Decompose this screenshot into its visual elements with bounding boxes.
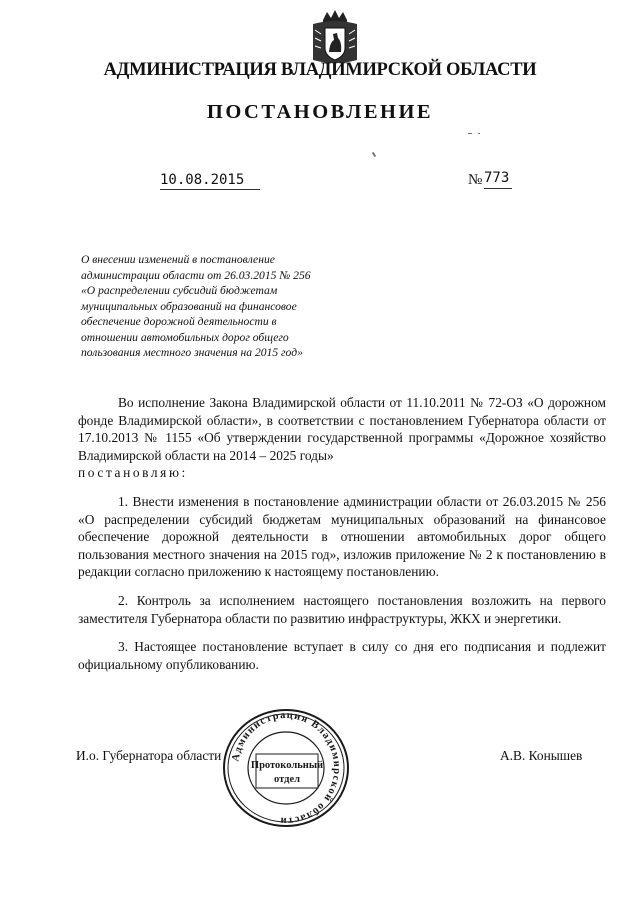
official-stamp	[212, 706, 360, 830]
subject-line: обеспечение дорожной деятельности в	[81, 315, 277, 328]
subject-line: О внесении изменений в постановление	[81, 253, 275, 266]
number-sign: №	[468, 172, 483, 188]
subject-line: отношении автомобильных дорог общего	[81, 330, 289, 344]
preamble-paragraph: Во исполнение Закона Владимирской области от 11.10.2011 № 72-ОЗ «О дорожном фонде Владимирской области», в соответствии с постановлением Губернатора области от 17.10.2013 № 1155 «Об утверждении государственной программы «Дорожное хозяйство Владимирской области на 2014 – 2025 годы»	[78, 395, 606, 463]
scan-mark	[478, 133, 480, 134]
stamp-center-line-2: отдел	[274, 774, 300, 785]
coat-of-arms-emblem	[309, 8, 361, 66]
subject-line: «О распределении субсидий бюджетам	[81, 284, 278, 297]
resolution-item-2: 2. Контроль за исполнением настоящего постановления возложить на первого заместителя Губернатора области по развитию инфраструктуры, ЖКХ и энергетики.	[78, 592, 606, 626]
document-body	[78, 394, 606, 673]
organization-name: АДМИНИСТРАЦИЯ ВЛАДИМИРСКОЙ ОБЛАСТИ	[103, 60, 537, 80]
document-number: 773	[484, 170, 512, 189]
document-subject	[81, 252, 371, 361]
signatory-name: А.В. Конышев	[500, 748, 583, 763]
scan-mark	[468, 133, 472, 134]
scan-mark	[372, 152, 376, 157]
stamp-center-line-1: Протокольный	[250, 760, 324, 771]
stamp-ring-text: Администрация Владимирской области	[230, 709, 343, 827]
subject-line: муниципальных образований на финансовое	[81, 299, 297, 313]
resolution-item-1: 1. Внести изменения в постановление администрации области от 26.03.2015 № 256 «О распределении субсидий бюджетам муниципальных образований на финансовое обеспечение дорожной деятельности в отношении автомобильных дорог общего пользования местного значения на 2015 год», изложив приложение № 2 к постановлению в редакции согласно приложению к настоящему постановлению.	[78, 493, 606, 580]
document-type-title: ПОСТАНОВЛЕНИЕ	[206, 101, 434, 123]
resolution-item-3: 3. Настоящее постановление вступает в силу со дня его подписания и подлежит официальному опубликованию.	[78, 639, 606, 672]
signatory-position: И.о. Губернатора области	[76, 748, 222, 763]
resolve-word: постановляю:	[78, 465, 188, 481]
document-date: 10.08.2015	[160, 172, 260, 190]
subject-line: администрации области от 26.03.2015 № 256	[81, 268, 311, 282]
subject-line: пользования местного значения на 2015 год»	[81, 346, 303, 359]
